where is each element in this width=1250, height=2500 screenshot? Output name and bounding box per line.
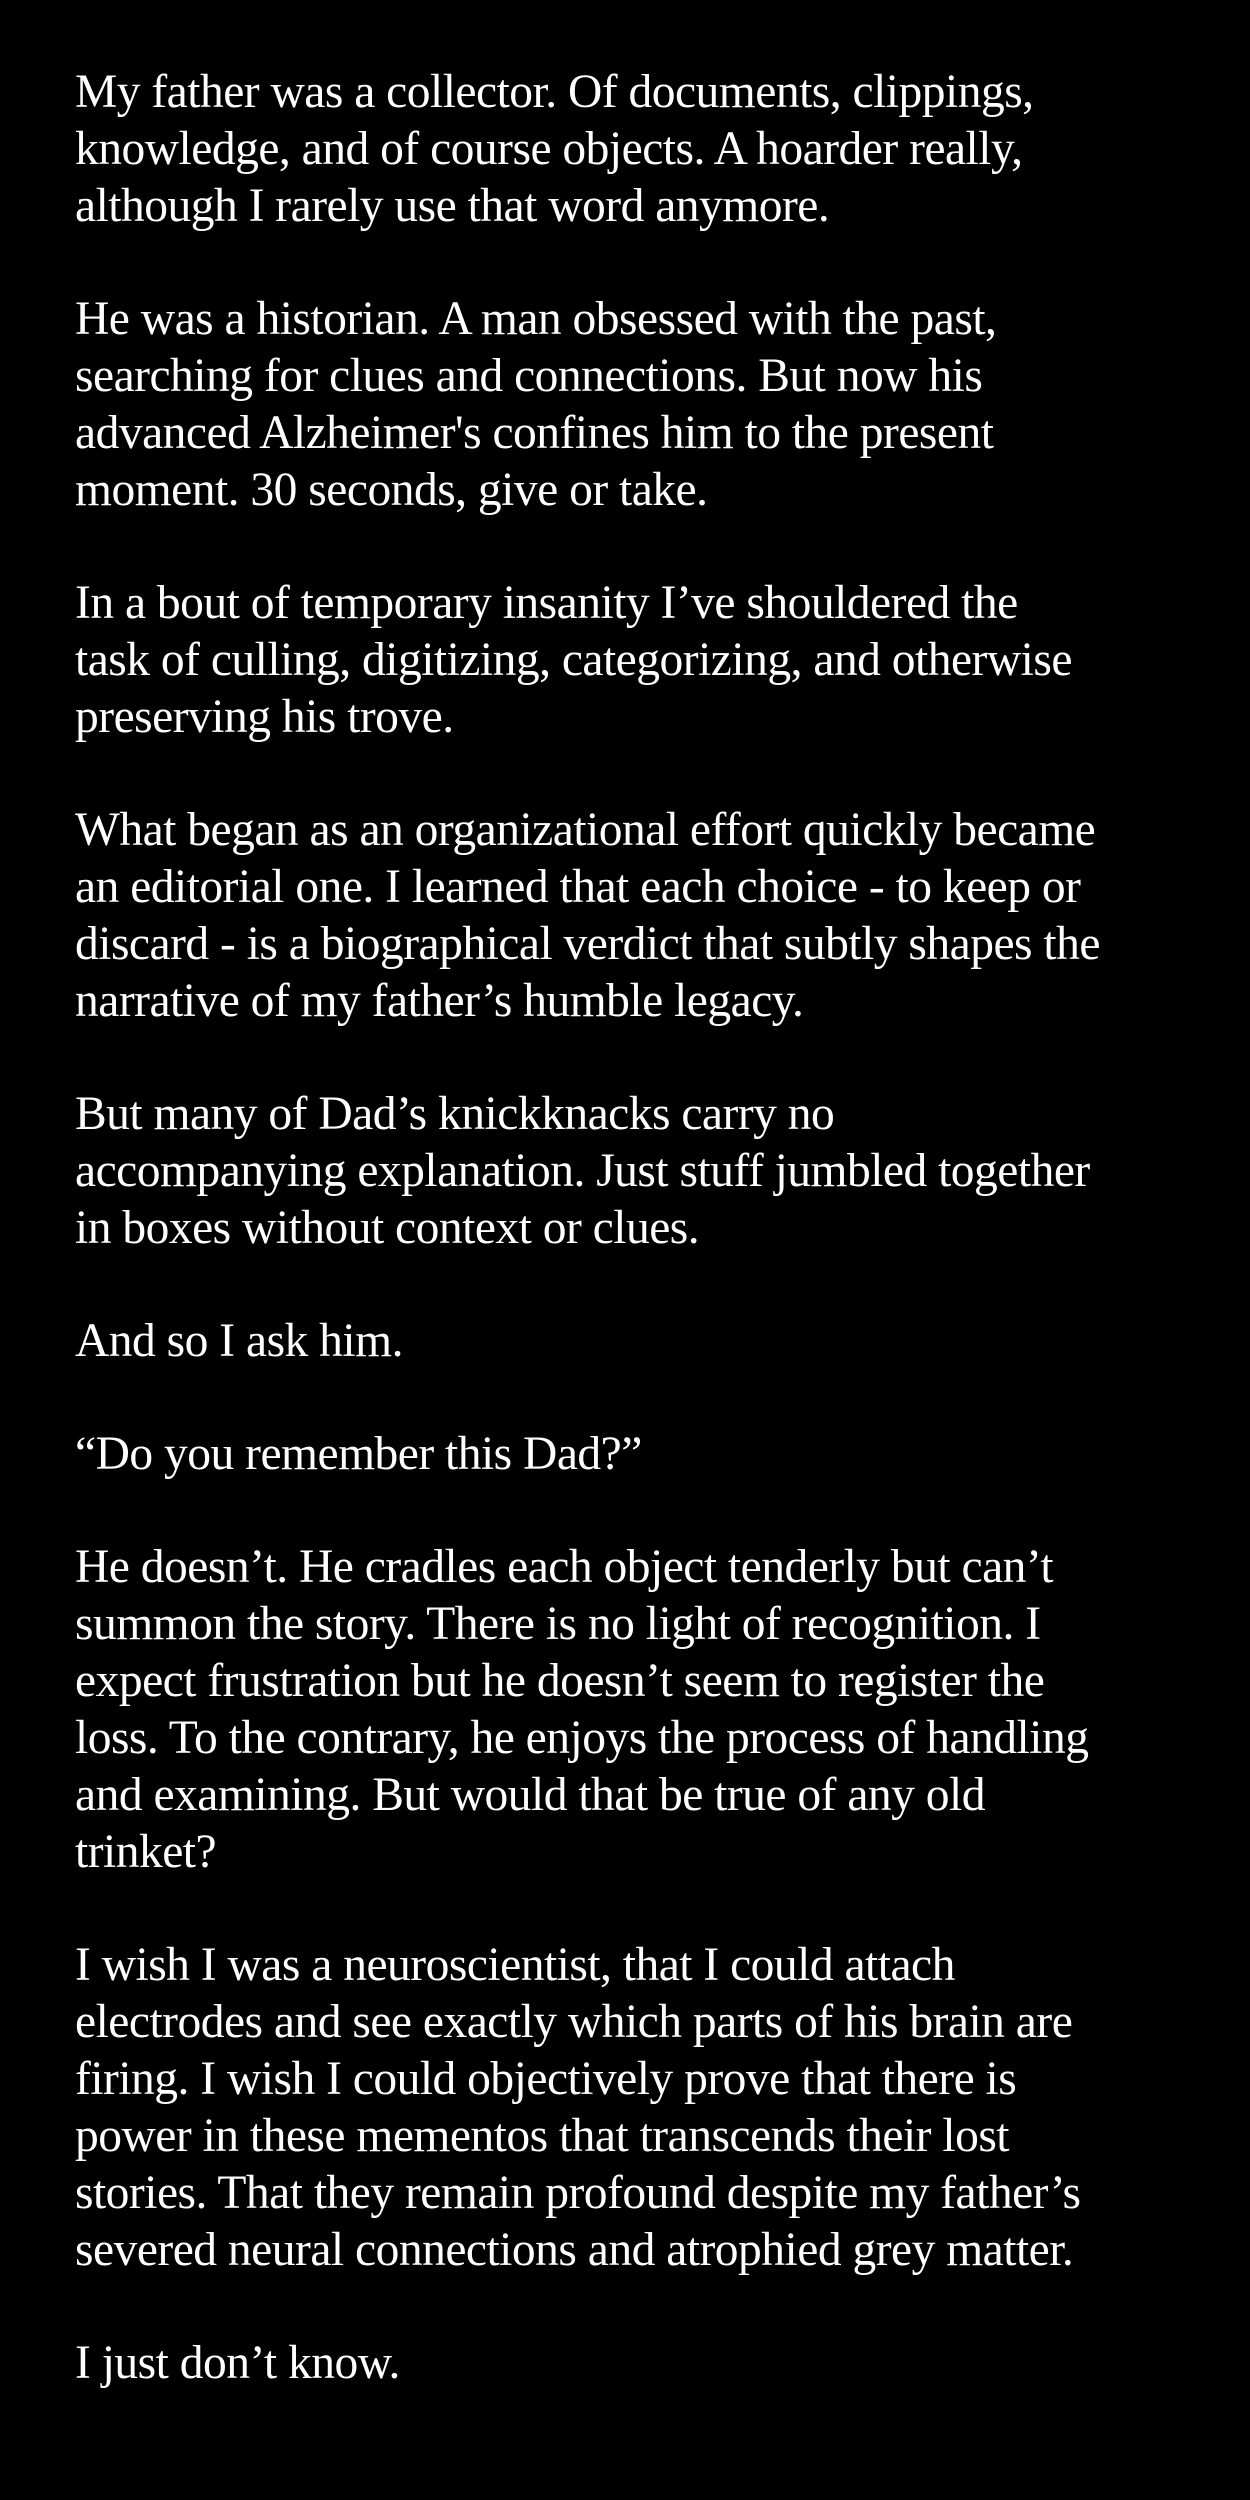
text-line: accompanying explanation. Just stuff jumbled together	[75, 1145, 1090, 1197]
paragraph	[75, 1313, 1180, 1370]
paragraph	[75, 802, 1180, 1030]
paragraph	[75, 575, 1180, 746]
text-line: power in these mementos that transcends their lost	[75, 2110, 1009, 2162]
text-line: expect frustration but he doesn’t seem to register the	[75, 1655, 1045, 1707]
text-line: stories. That they remain profound despite my father’s	[75, 2167, 1081, 2219]
text-line: narrative of my father’s humble legacy.	[75, 975, 804, 1027]
text-line: He was a historian. A man obsessed with the past,	[75, 293, 997, 345]
paragraph	[75, 1539, 1180, 1881]
text-line: advanced Alzheimer's confines him to the present	[75, 407, 994, 459]
text-line: But many of Dad’s knickknacks carry no	[75, 1088, 835, 1140]
text-line: And so I ask him.	[75, 1315, 403, 1367]
paragraph	[75, 2335, 1180, 2392]
text-line: an editorial one. I learned that each choice - to keep or	[75, 861, 1081, 913]
text-line: although I rarely use that word anymore.	[75, 180, 830, 232]
text-line: moment. 30 seconds, give or take.	[75, 464, 708, 516]
text-line: discard - is a biographical verdict that subtly shapes the	[75, 918, 1100, 970]
text-line: knowledge, and of course objects. A hoarder really,	[75, 123, 1023, 175]
text-line: I just don’t know.	[75, 2337, 400, 2389]
text-line: My father was a collector. Of documents, clippings,	[75, 66, 1034, 118]
text-line: trinket?	[75, 1826, 217, 1878]
text-line: summon the story. There is no light of recognition. I	[75, 1598, 1041, 1650]
text-line: electrodes and see exactly which parts of his brain are	[75, 1996, 1073, 2048]
paragraph	[75, 1937, 1180, 2279]
text-line: severed neural connections and atrophied grey matter.	[75, 2224, 1074, 2276]
text-line: “Do you remember this Dad?”	[75, 1428, 642, 1480]
text-line: I wish I was a neuroscientist, that I could attach	[75, 1939, 955, 1991]
paragraph	[75, 1086, 1180, 1257]
text-line: preserving his trove.	[75, 691, 454, 743]
text-line: loss. To the contrary, he enjoys the process of handling	[75, 1712, 1089, 1764]
text-line: searching for clues and connections. But now his	[75, 350, 983, 402]
paragraph	[75, 1426, 1180, 1483]
paragraph	[75, 291, 1180, 519]
text-line: and examining. But would that be true of any old	[75, 1769, 985, 1821]
text-line: firing. I wish I could objectively prove that there is	[75, 2053, 1017, 2105]
paragraph	[75, 64, 1180, 235]
text-line: He doesn’t. He cradles each object tenderly but can’t	[75, 1541, 1054, 1593]
text-line: task of culling, digitizing, categorizing, and otherwise	[75, 634, 1072, 686]
text-line: What began as an organizational effort quickly became	[75, 804, 1096, 856]
text-line: In a bout of temporary insanity I’ve shouldered the	[75, 577, 1018, 629]
text-line: in boxes without context or clues.	[75, 1202, 700, 1254]
